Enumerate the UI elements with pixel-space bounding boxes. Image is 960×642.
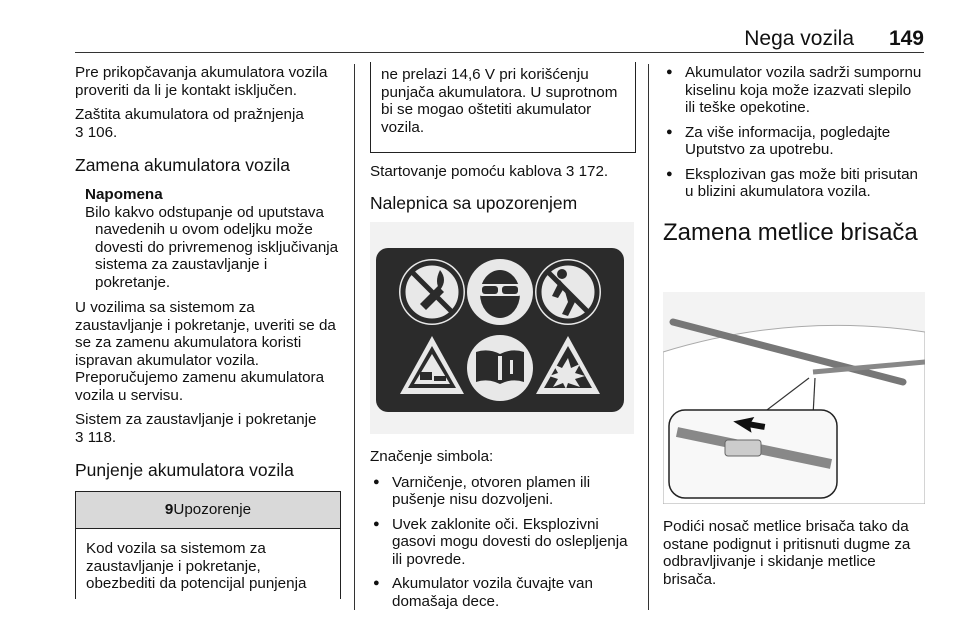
no-fire-icon xyxy=(399,259,465,325)
warning-text: Kod vozila sa sistemom za zaustavljanje i pokretanje, obezbediti da potencijal punjenja xyxy=(86,540,307,592)
heading-battery-charging: Punjenje akumulatora vozila xyxy=(75,460,294,480)
list-item: ● Akumulator vozila sadrži sumpornu kiselinu koja može izazvati slepilo ili teške opekotine. xyxy=(663,64,925,117)
page-reference-link[interactable] xyxy=(75,429,116,446)
reference-page: 106. xyxy=(87,123,118,141)
paragraph-wiper-instructions: Podići nosač metlice brisača tako da ostane podignut i pritisnuti dugme za odbravljivanje i skidanje metlice brisača. xyxy=(663,518,911,588)
list-item: ● Varničenje, otvoren plamen ili pušenje nisu dozvoljeni. xyxy=(370,474,636,509)
note-block xyxy=(75,186,341,291)
reference-arrow-icon: 3 xyxy=(75,123,84,141)
warning-continued-text: ne prelazi 14,6 V pri korišćenju punjača akumulatora. U suprotnom bi se mogao oštetiti akumulator vozila. xyxy=(381,66,618,136)
jump-start-text: Startovanje pomoću kablova xyxy=(370,163,562,180)
column-divider-1 xyxy=(354,64,355,610)
warning-sticker-graphic xyxy=(370,222,634,434)
reference-page: 172. xyxy=(578,163,609,180)
note-text: Bilo kakvo odstupanje od uputstava navedenih u ovom odeljku može dovesti do privremenog isključivanja sistema za zaustavljanje i pokretanje. xyxy=(85,203,339,291)
list-item: ● Za više informacija, pogledajte Uputstvo za upotrebu. xyxy=(663,124,925,159)
paragraph-stop-start xyxy=(75,411,341,446)
symbol-meaning-list xyxy=(370,474,636,611)
list-item: ● Eksplozivan gas može biti prisutan u blizini akumulatora vozila. xyxy=(663,166,925,201)
column-2 xyxy=(370,163,636,224)
page-header xyxy=(0,0,960,52)
page-number: 149 xyxy=(888,27,924,50)
note-title: Napomena xyxy=(85,186,163,203)
stop-start-text: Sistem za zaustavljanje i pokretanje xyxy=(75,411,317,428)
warning-sticker-image xyxy=(370,222,634,434)
symbol-meaning-list-continued xyxy=(663,64,925,201)
warning-title: Upozorenje xyxy=(173,501,252,518)
warning-box xyxy=(75,491,341,599)
page-reference-link[interactable] xyxy=(75,124,117,141)
heading-warning-label: Nalepnica sa upozorenjem xyxy=(370,192,578,213)
page-header-title: Nega vozila xyxy=(744,27,854,50)
release-button xyxy=(725,440,761,456)
warning-header xyxy=(76,491,340,529)
read-manual-icon xyxy=(467,335,533,401)
warning-icon: 9 xyxy=(164,501,174,518)
warning-box-continued xyxy=(370,62,636,153)
eye-protection-icon xyxy=(467,259,533,325)
wiper-blade-graphic xyxy=(663,292,925,504)
reference-arrow-icon: 3 xyxy=(565,163,575,180)
list-item: ● Akumulator vozila čuvajte van domašaja dece. xyxy=(370,575,636,610)
paragraph-jump-start xyxy=(370,163,636,181)
reference-page: 118. xyxy=(87,428,117,446)
column-2-lower xyxy=(370,448,636,617)
heading-wiper-replacement: Zamena metlice brisača xyxy=(663,218,918,246)
keep-away-children-icon xyxy=(535,259,601,325)
paragraph-ignition: Pre prikopčavanja akumulatora vozila proveriti da li je kontakt isključen. xyxy=(75,64,328,99)
paragraph-correct-battery: U vozilima sa sistemom za zaustavljanje i pokretanje, uveriti se da se za zamenu akumulatora koristi ispravan akumulator vozila. Preporučujemo zamenu akumulatora vozila u servisu. xyxy=(75,299,336,404)
column-3 xyxy=(663,64,925,263)
reference-arrow-icon: 3 xyxy=(75,428,84,446)
paragraph-discharge-protection xyxy=(75,106,341,141)
wiper-blade-image xyxy=(663,292,925,504)
column-divider-2 xyxy=(648,64,649,610)
paragraph-symbol-meaning: Značenje simbola: xyxy=(370,448,494,465)
heading-battery-replacement: Zamena akumulatora vozila xyxy=(75,155,290,175)
list-item: ● Uvek zaklonite oči. Eksplozivni gasovi mogu dovesti do oslepljenja ili povrede. xyxy=(370,516,636,569)
column-3-lower xyxy=(663,518,925,595)
discharge-protection-text: Zaštita akumulatora od pražnjenja xyxy=(75,106,304,123)
column-1 xyxy=(75,64,341,491)
page-reference-link[interactable] xyxy=(566,163,608,180)
header-rule xyxy=(75,52,924,53)
